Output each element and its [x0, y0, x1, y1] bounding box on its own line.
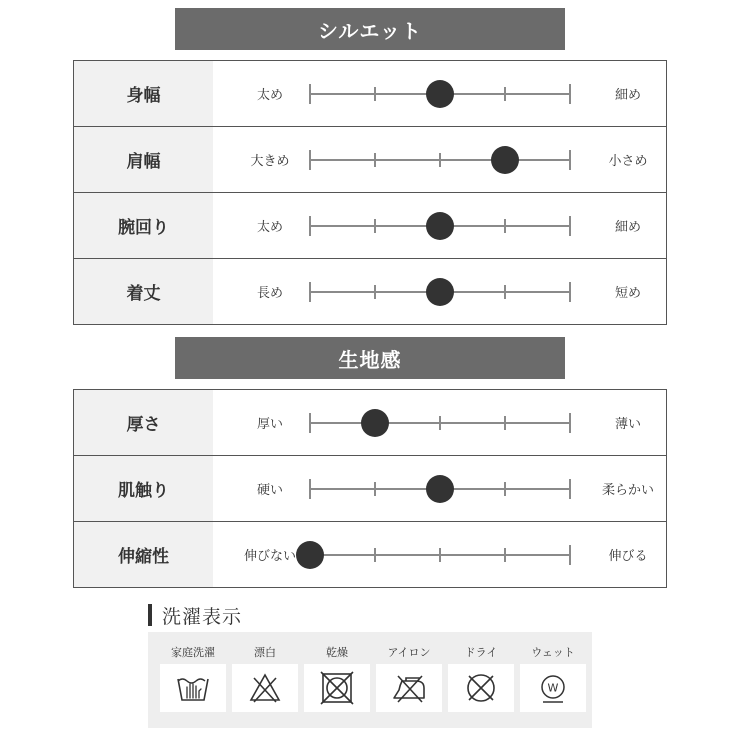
scale-tick — [309, 413, 311, 433]
silhouette-row — [74, 193, 666, 259]
scale-tick — [504, 285, 506, 299]
wash-item-dry-clean — [448, 632, 514, 728]
scale-tick — [504, 416, 506, 430]
scale-tick — [309, 150, 311, 170]
scale-left-label: 長め — [256, 286, 283, 301]
svg-text:W: W — [547, 681, 559, 695]
wash-label: 家庭洗濯 — [171, 646, 215, 659]
silhouette-row — [74, 259, 666, 325]
scale-indicator-dot — [426, 80, 454, 108]
fabric-row — [74, 390, 666, 456]
scale-tick — [309, 84, 311, 104]
scale-tick — [569, 84, 571, 104]
scale-indicator-dot — [296, 541, 324, 569]
scale-tick — [374, 482, 376, 496]
scale-tick — [569, 282, 571, 302]
wash-symbol-box — [520, 664, 586, 712]
silhouette-row — [74, 127, 666, 193]
no-tumble-dry-icon — [320, 671, 354, 705]
scale-left-label: 厚い — [256, 417, 283, 432]
scale-indicator-dot — [491, 146, 519, 174]
scale-tick — [569, 150, 571, 170]
scale-tick — [569, 545, 571, 565]
row-label: 伸縮性 — [74, 522, 213, 587]
scale-tick — [374, 548, 376, 562]
wash-label: 漂白 — [254, 646, 276, 659]
row-label: 肌触り — [74, 456, 213, 521]
scale-tick — [504, 482, 506, 496]
silhouette-table — [73, 60, 667, 325]
wash-symbol-box — [376, 664, 442, 712]
no-bleach-icon — [248, 672, 282, 704]
wash-item-wet — [520, 632, 586, 728]
scale-right-label: 短め — [614, 286, 641, 301]
scale-tick — [504, 87, 506, 101]
scale-tick — [374, 153, 376, 167]
washing-panel — [148, 632, 592, 728]
scale-tick — [569, 216, 571, 236]
scale-right-label: 伸びる — [608, 549, 648, 564]
fabric-table — [73, 389, 667, 588]
scale-tick — [374, 285, 376, 299]
row-label: 着丈 — [74, 259, 213, 324]
scale-left-label: 太め — [256, 220, 283, 235]
washing-title — [148, 602, 242, 628]
scale-right-label: 薄い — [614, 417, 641, 432]
scale-left-label: 太め — [256, 88, 283, 103]
row-label: 腕回り — [74, 193, 213, 258]
fabric-title: 生地感 — [338, 347, 402, 372]
scale-tick — [309, 282, 311, 302]
scale-right-label: 細め — [614, 220, 641, 235]
scale-tick — [439, 416, 441, 430]
scale-tick — [569, 413, 571, 433]
wash-symbol-box — [160, 664, 226, 712]
silhouette-title: シルエット — [317, 18, 423, 43]
wash-label: ドライ — [464, 646, 498, 659]
scale-tick — [439, 548, 441, 562]
wash-symbol-box — [304, 664, 370, 712]
no-iron-icon — [390, 672, 428, 704]
scale-tick — [504, 548, 506, 562]
scale-indicator-dot — [426, 212, 454, 240]
scale-right-label: 細め — [614, 88, 641, 103]
title-bar-accent — [148, 604, 152, 626]
scale-tick — [374, 87, 376, 101]
wet-clean-icon — [536, 671, 570, 705]
row-label: 厚さ — [74, 390, 213, 455]
wash-symbol-box — [448, 664, 514, 712]
scale-indicator-dot — [361, 409, 389, 437]
scale-right-label: 小さめ — [608, 154, 648, 169]
washing-title-text: 洗濯表示 — [162, 605, 243, 628]
wash-item-iron — [376, 632, 442, 728]
silhouette-header — [175, 8, 565, 50]
wash-symbol-box — [232, 664, 298, 712]
silhouette-row — [74, 61, 666, 127]
wash-item-bleach — [232, 632, 298, 728]
wash-item-dry — [304, 632, 370, 728]
fabric-row — [74, 456, 666, 522]
scale-tick — [309, 479, 311, 499]
row-label: 肩幅 — [74, 127, 213, 192]
scale-left-label: 大きめ — [250, 154, 290, 169]
row-label: 身幅 — [74, 61, 213, 126]
scale-tick — [504, 219, 506, 233]
scale-tick — [374, 219, 376, 233]
wash-label: 乾燥 — [326, 646, 348, 659]
fabric-row — [74, 522, 666, 588]
scale-indicator-dot — [426, 278, 454, 306]
wash-item-home-wash — [160, 632, 226, 728]
fabric-header — [175, 337, 565, 379]
scale-tick — [439, 153, 441, 167]
wash-label: アイロン — [387, 646, 431, 659]
scale-indicator-dot — [426, 475, 454, 503]
scale-left-label: 硬い — [256, 483, 283, 498]
scale-tick — [309, 216, 311, 236]
scale-tick — [569, 479, 571, 499]
no-dry-clean-icon — [464, 671, 498, 705]
hand-wash-icon — [175, 672, 211, 704]
wash-label: ウェット — [531, 646, 575, 659]
scale-left-label: 伸びない — [243, 549, 296, 564]
scale-right-label: 柔らかい — [601, 483, 654, 498]
